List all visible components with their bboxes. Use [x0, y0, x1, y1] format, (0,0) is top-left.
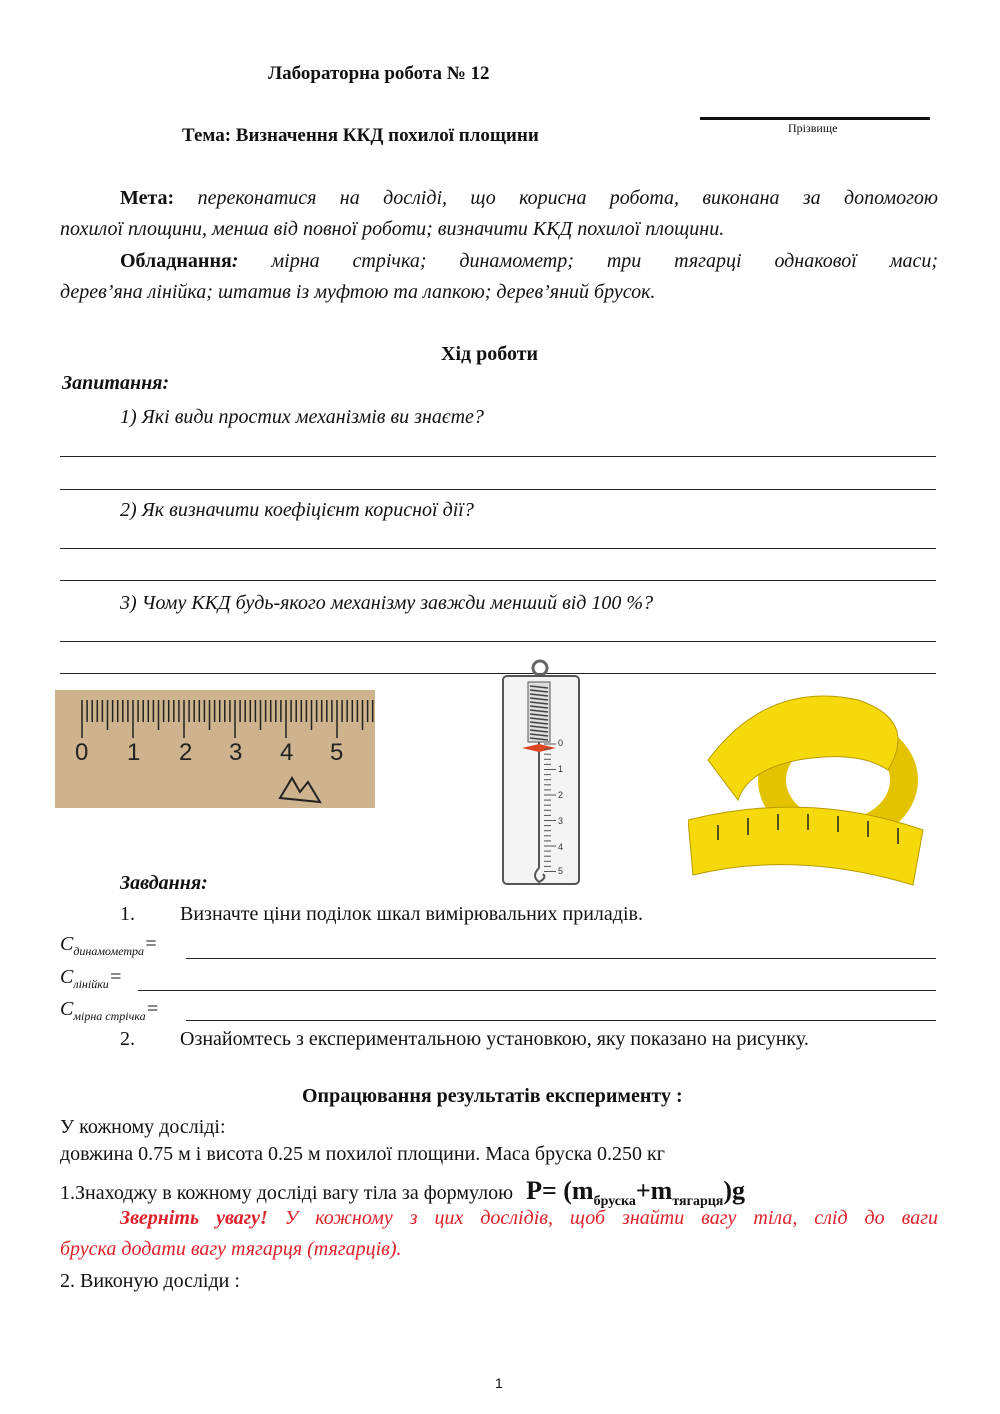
ruler-label: 5 [330, 739, 344, 766]
c-symbol: C [60, 966, 74, 988]
dynamometer-image [500, 658, 582, 886]
dynamometer-label: 3 [558, 816, 564, 826]
question-2: 2) Як визначити коефіцієнт корисної дії? [120, 499, 474, 521]
processing-line-4: 2. Виконую досліди : [60, 1270, 240, 1292]
dynamometer-label: 1 [558, 764, 564, 774]
processing-line-3: 1.Знаходжу в кожному досліді вагу тіла за формулою [60, 1182, 514, 1204]
equipment-label: Обладнання [120, 250, 232, 272]
answer-line[interactable] [60, 489, 936, 490]
question-1: 1) Які види простих механізмів ви знаєте? [120, 406, 484, 428]
goal-text-1: переконатися на досліді, що корисна робота, виконана за допомогою [197, 187, 939, 209]
weight-formula: $P= (m_{бруска}+m_{тягарця})g$ [526, 1176, 746, 1210]
answer-line[interactable] [60, 456, 936, 457]
equals-sign: = [145, 998, 160, 1020]
tasks-label: Завдання: [120, 872, 208, 894]
lab-title: Лабораторна робота № 12 [268, 63, 490, 84]
dynamometer-label: 2 [558, 790, 564, 800]
equals-sign: = [108, 966, 123, 988]
questions-label: Запитання: [62, 372, 170, 394]
answer-line[interactable] [60, 580, 936, 581]
goal-text-2: похилої площини, менша від повної роботи; визначити ККД похилої площини. [60, 218, 725, 240]
ruler-label: 4 [280, 739, 294, 766]
processing-line-2: довжина 0.75 м і висота 0.25 м похилої площини. Маса бруска 0.250 кг [60, 1143, 665, 1165]
answer-line[interactable] [60, 641, 936, 642]
dynamometer-label: 0 [558, 738, 564, 748]
surname-label: Прізвище [788, 121, 838, 135]
dynamometer-label: 4 [558, 842, 564, 852]
task-2-text: Ознайомтесь з експериментальною установкою, яку показано на рисунку. [180, 1028, 809, 1050]
c-tape-field[interactable] [186, 1020, 936, 1021]
equipment-text-1: мірна стрічка; динамометр; три тягарці однакової маси; [271, 250, 938, 272]
note-text-1: У кожному з цих дослідів, щоб знайти вагу тіла, слід до ваги [284, 1207, 938, 1229]
c-dynamometer-subscript: динамометра [73, 944, 145, 958]
c-ruler-field[interactable] [138, 990, 936, 991]
ruler-label: 0 [75, 739, 89, 766]
topic: Тема: Визначення ККД похилої площини [182, 125, 539, 146]
note-bold: Зверніть увагу! [120, 1207, 268, 1229]
task-1-number: 1. [120, 903, 135, 925]
question-3: 3) Чому ККД будь-якого механізму завжди менший від 100 %? [120, 592, 654, 614]
answer-line[interactable] [60, 548, 936, 549]
note-text-2: бруска додати вагу тягарця (тягарців). [60, 1238, 402, 1260]
task-2-number: 2. [120, 1028, 135, 1050]
answer-line[interactable] [60, 673, 936, 674]
processing-heading: Опрацювання результатів експерименту : [302, 1085, 683, 1107]
progress-heading: Хід роботи [441, 343, 539, 365]
ruler-label: 3 [229, 739, 243, 766]
c-symbol: C [60, 998, 74, 1020]
ruler-label: 2 [179, 739, 193, 766]
surname-line[interactable] [700, 117, 930, 120]
tape-measure-image [688, 680, 928, 892]
c-ruler-subscript: лінійки [73, 977, 109, 991]
c-tape-subscript: мірна стрічка [73, 1009, 146, 1023]
goal-label: Мета: [120, 187, 175, 209]
ruler-image [55, 690, 375, 808]
dynamometer-label: 5 [558, 866, 564, 876]
page-number: 1 [495, 1375, 503, 1391]
task-1-text: Визначте ціни поділок шкал вимірювальних приладів. [180, 903, 643, 925]
equipment-text-2: дерев’яна лінійка; штатив із муфтою та лапкою; дерев’яний брусок. [60, 281, 656, 303]
equipment-colon: : [231, 250, 239, 272]
c-symbol: C [60, 933, 74, 955]
ruler-label: 1 [127, 739, 141, 766]
c-dynamometer-field[interactable] [186, 958, 936, 959]
processing-line-1: У кожному досліді: [60, 1116, 226, 1138]
equals-sign: = [144, 933, 158, 955]
